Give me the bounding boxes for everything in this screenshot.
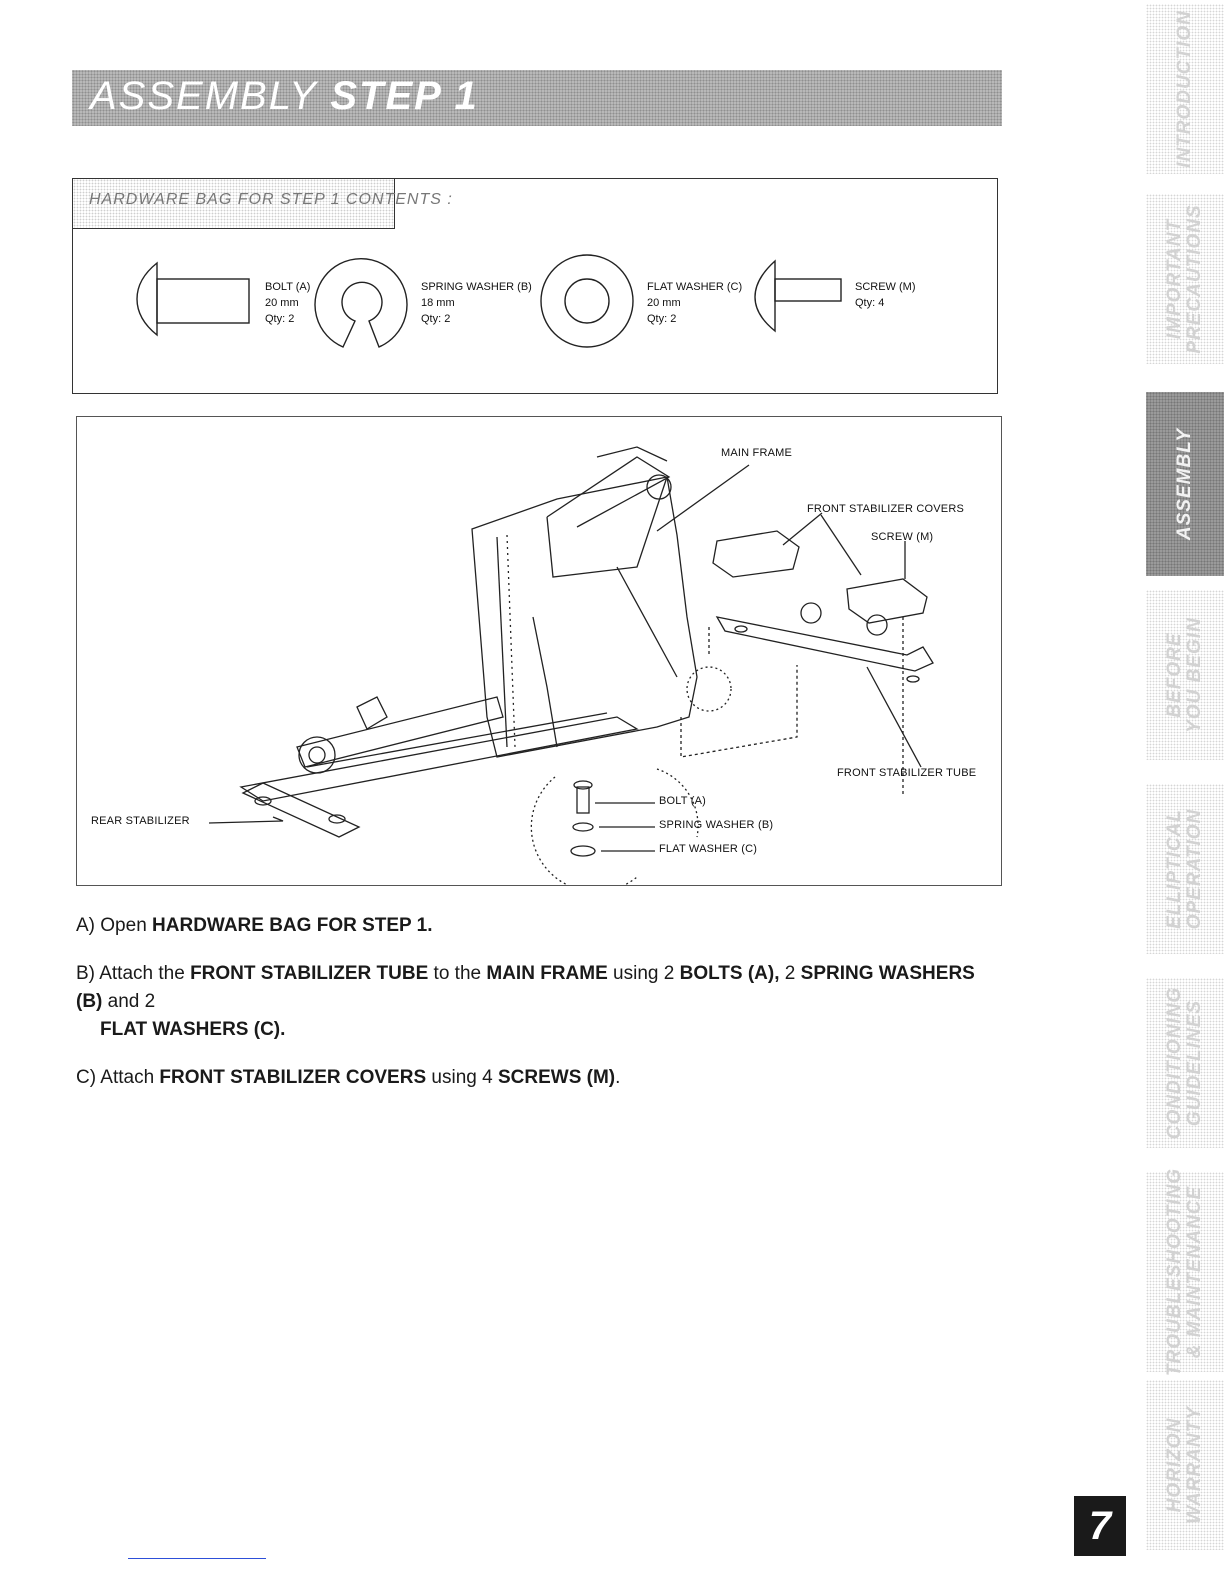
callout-front-stabilizer-covers: FRONT STABILIZER COVERS [807, 503, 964, 515]
instructions [76, 912, 1006, 1112]
tab-horizon-warranty[interactable]: HORIZON WARRANTY [1146, 1380, 1224, 1550]
elliptical-frame-illustration [77, 417, 1001, 885]
spring-washer-icon [315, 259, 407, 347]
page-number: 7 [1074, 1496, 1126, 1556]
assembly-diagram [76, 416, 1002, 886]
instruction-c: C) Attach FRONT STABILIZER COVERS using 4 SCREWS (M). [76, 1067, 621, 1088]
banner-title [90, 74, 479, 119]
flat-washer-label: FLAT WASHER (C) 20 mm Qty: 2 [647, 281, 743, 325]
callout-flat-washer-c: FLAT WASHER (C) [659, 843, 758, 855]
callout-front-stabilizer-tube: FRONT STABILIZER TUBE [837, 767, 977, 779]
hardware-contents-box [72, 178, 998, 394]
instruction-b: B) Attach the FRONT STABILIZER TUBE to the MAIN FRAME using 2 BOLTS (A), 2 SPRING WASHERS (B) and 2 FLAT WASHERS (C). [76, 963, 975, 1040]
footer-line [128, 1558, 266, 1559]
section-tabs [1146, 0, 1224, 1584]
section-banner [72, 70, 1002, 126]
tab-before-you-begin[interactable]: BEFORE YOU BEGIN [1146, 590, 1224, 760]
bolt-icon [137, 263, 249, 335]
callout-spring-washer-b: SPRING WASHER (B) [659, 819, 774, 831]
instruction-a: A) Open HARDWARE BAG FOR STEP 1. [76, 915, 433, 936]
flat-washer-icon [541, 255, 633, 347]
tab-troubleshooting-maintenance[interactable]: TROUBLESHOOTING & MAINTENANCE [1146, 1172, 1224, 1372]
banner-title-bold: STEP 1 [330, 74, 479, 118]
bolt-label: BOLT (A) 20 mm Qty: 2 [265, 281, 311, 325]
callout-screw-m: SCREW (M) [871, 531, 934, 543]
screw-label: SCREW (M) Qty: 4 [855, 281, 916, 309]
tab-assembly[interactable]: ASSEMBLY [1146, 392, 1224, 576]
callout-bolt-a: BOLT (A) [659, 795, 707, 807]
hardware-title: HARDWARE BAG FOR STEP 1 CONTENTS : [89, 191, 453, 208]
callout-rear-stabilizer: REAR STABILIZER [91, 815, 190, 827]
spring-washer-label: SPRING WASHER (B) 18 mm Qty: 2 [421, 281, 532, 325]
tab-elliptical-operation[interactable]: ELLIPTICAL OPERATION [1146, 784, 1224, 954]
tab-conditioning-guidelines[interactable]: CONDITIONING GUIDELINES [1146, 978, 1224, 1148]
tab-introduction[interactable]: INTRODUCTION [1146, 4, 1224, 174]
tab-important-precautions[interactable]: IMPORTANT PRECAUTIONS [1146, 194, 1224, 364]
callout-main-frame: MAIN FRAME [721, 447, 793, 459]
screw-icon [755, 261, 841, 331]
banner-title-light: ASSEMBLY [90, 74, 318, 118]
